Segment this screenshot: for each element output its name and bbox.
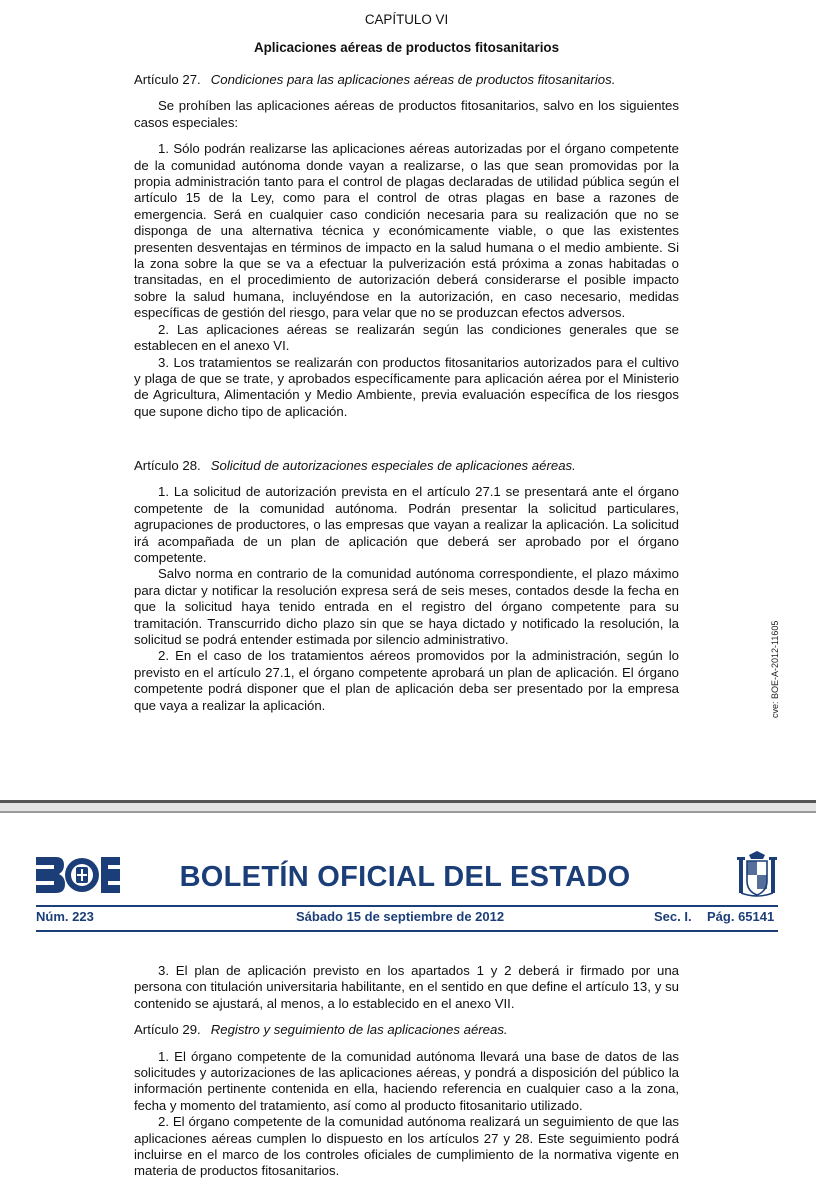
- article-29-heading: [134, 1022, 679, 1038]
- header-info-row: [36, 909, 778, 927]
- header-rule-bottom: [36, 930, 778, 932]
- article-27-item-1: 1. Sólo podrán realizarse las aplicaciones aéreas autorizadas por el órgano competente de la comunidad autónoma donde vayan a realizarse, o las que sean promovidas por la propia administración tanto para el control de plagas declaradas de utilidad pública según el artículo 15 de la Ley, como para el control de otras plagas en base a razones de emergencia. Será en cualquier caso condición necesaria para su realización que no se disponga de una alternativa técnica y económicamente viable, o que las existentes presenten desventajas en términos de impacto en la salud humana o el medio ambiente. Si la zona sobre la que se va a efectuar la pulverización está próxima a zonas habitadas o transitadas, en el procedimiento de autorización deberá considerarse el posible impacto sobre la salud humana, incluyéndose en la autorización, en caso necesario, medidas específicas de gestión del riesgo, para velar que no se produzcan efectos adversos.: [134, 141, 679, 321]
- article-28-item-1: 1. La solicitud de autorización prevista en el artículo 27.1 se presentará ante el órgano competente de la comunidad autónoma. Podrán presentar la solicitud particulares, agrupaciones de productores, o las empresas que vayan a realizar la aplicación. La solicitud irá acompañada de un plan de aplicación que deberá ser aprobado por el órgano competente.: [134, 484, 679, 566]
- article-28-item-1b: Salvo norma en contrario de la comunidad autónoma correspondiente, el plazo máximo para dictar y notificar la resolución expresa será de seis meses, contados desde la fecha en que la solicitud haya tenido entrada en el registro del órgano competente para su tramitación. Transcurrido dicho plazo sin que se haya dictado y notificado la resolución, la solicitud se podrá entender estimada por silencio administrativo.: [134, 566, 679, 648]
- lower-page: [0, 813, 816, 1200]
- article-29-label: Artículo 29.: [134, 1022, 201, 1038]
- chapter-number: CAPÍTULO VI: [364, 12, 449, 27]
- chapter-title: Aplicaciones aéreas de productos fitosanitarios: [253, 40, 560, 55]
- article-29-title: Registro y seguimiento de las aplicaciones aéreas.: [210, 1022, 508, 1038]
- section-label: Sec. I.: [654, 909, 692, 924]
- article-29-item-1: 1. El órgano competente de la comunidad autónoma llevará una base de datos de las solicitudes y autorizaciones de las aplicaciones aéreas, y pondrá a disposición del público la información pertinente contenida en ella, haciendo referencia en cualquier caso a la zona, fecha y momento del tratamiento, así como al producto fitosanitario utilizado.: [134, 1048, 679, 1113]
- lower-content: [134, 963, 679, 1180]
- cve-identifier: cve: BOE-A-2012-11605: [770, 620, 780, 718]
- article-28-label: Artículo 28.: [134, 458, 201, 473]
- article-27-block: [134, 72, 679, 420]
- article-27-title: Condiciones para las aplicaciones aéreas de productos fitosanitarios.: [210, 72, 616, 87]
- article-27-heading: [134, 72, 679, 88]
- article-27-item-2: 2. Las aplicaciones aéreas se realizarán según las condiciones generales que se establecen en el anexo VI.: [134, 321, 679, 354]
- article-29-item-2: 2. El órgano competente de la comunidad autónoma realizará un seguimiento de que las aplicaciones aéreas cumplen lo dispuesto en los artículos 27 y 28. Este seguimiento podrá incluirse en el marco de los controles oficiales de cumplimiento de la normativa vigente en materia de productos fitosanitarios.: [134, 1114, 679, 1179]
- article-28-block: [134, 458, 679, 714]
- page-number: Pág. 65141: [707, 909, 775, 924]
- article-27-intro: Se prohíben las aplicaciones aéreas de productos fitosanitarios, salvo en los siguientes casos especiales:: [134, 98, 679, 130]
- article-28-heading: [134, 458, 679, 474]
- boe-logo-icon: [36, 857, 120, 893]
- article-27-item-3: 3. Los tratamientos se realizarán con productos fitosanitarios autorizados para el cultivo y plaga de que se trate, y aprobados específicamente para aplicación aérea por el Ministerio de Agricultura, Alimentación y Medio Ambiente, previa evaluación específica de los riesgos que supone dicho tipo de aplicación.: [134, 354, 679, 419]
- article-28-item-2: 2. En el caso de los tratamientos aéreos promovidos por la administración, según lo previsto en el artículo 27.1, el órgano competente aprobará un plan de aplicación. El órgano competente podrá disponer que el plan de aplicación deba ser presentado por la empresa que vaya a realizar la aplicación.: [134, 648, 679, 713]
- header-rule-top: [36, 905, 778, 907]
- page-divider: [0, 800, 816, 813]
- article-27-label: Artículo 27.: [134, 72, 201, 87]
- article-28-item-3: 3. El plan de aplicación previsto en los apartados 1 y 2 deberá ir firmado por una persona con titulación universitaria habilitante, en el sentido en que define el artículo 13, y su contenido se ajustará, al menos, a lo establecido en el anexo VII.: [134, 963, 679, 1011]
- coat-of-arms-icon: [735, 851, 779, 899]
- issue-date: Sábado 15 de septiembre de 2012: [296, 909, 505, 924]
- issue-number: Núm. 223: [36, 909, 94, 924]
- article-28-title: Solicitud de autorizaciones especiales de aplicaciones aéreas.: [210, 458, 576, 473]
- boe-title: BOLETÍN OFICIAL DEL ESTADO: [179, 861, 631, 893]
